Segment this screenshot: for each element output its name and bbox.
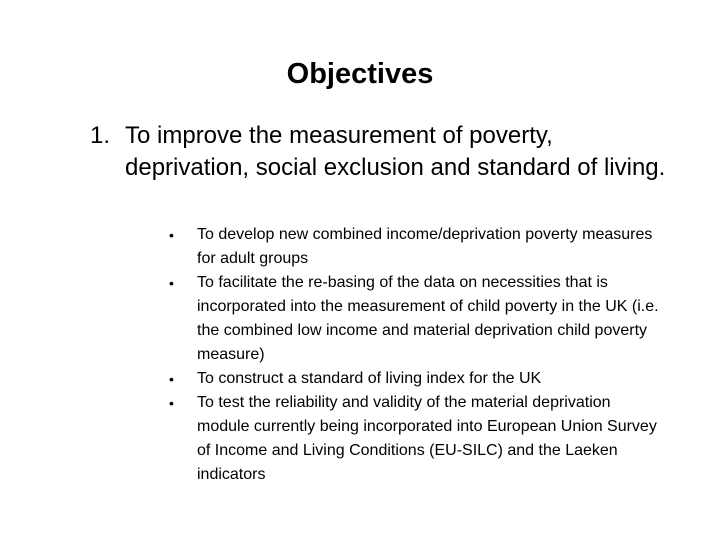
sub-bullet-item <box>166 391 666 487</box>
sub-bullet-text: To facilitate the re-basing of the data on necessities that is incorporated into the measurement of child poverty in the UK (i.e. the combined low income and material deprivation child poverty measure) <box>197 274 659 363</box>
sub-bullet-text: To develop new combined income/deprivation poverty measures for adult groups <box>197 226 653 267</box>
main-point <box>90 120 690 184</box>
main-point-number: 1. <box>90 122 111 149</box>
slide-title: Objectives <box>286 58 434 90</box>
bullet-icon: • <box>169 275 174 291</box>
bullet-icon: • <box>169 227 174 243</box>
sub-bullet-item <box>166 367 666 391</box>
sub-bullet-item <box>166 223 666 271</box>
sub-bullet-list <box>166 223 666 487</box>
sub-bullet-text: To construct a standard of living index for the UK <box>197 370 542 387</box>
sub-bullet-text: To test the reliability and validity of the material deprivation module currently being incorporated into European Union Survey of Income and Living Conditions (EU-SILC) and the Laeken indicators <box>197 394 657 483</box>
main-point-text: To improve the measurement of poverty, deprivation, social exclusion and standard of living. <box>125 122 666 181</box>
sub-bullet-item <box>166 271 666 367</box>
bullet-icon: • <box>169 371 174 387</box>
bullet-icon: • <box>169 395 174 411</box>
